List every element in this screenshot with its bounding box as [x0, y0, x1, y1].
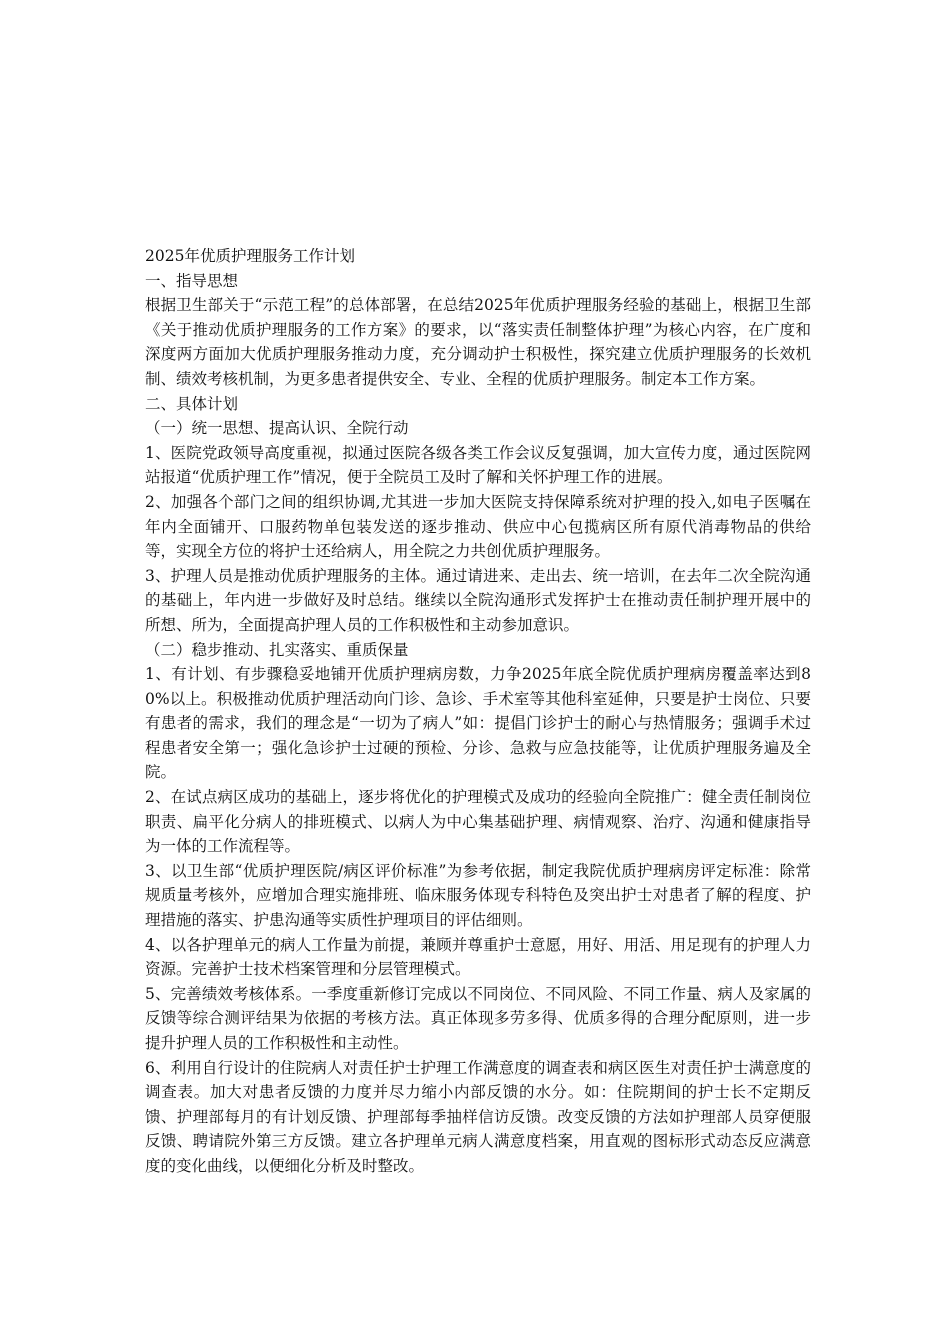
subsection-heading-steady-progress: （二）稳步推动、扎实落实、重质保量 [145, 640, 409, 659]
paragraph-item-2-6: 6、利用自行设计的住院病人对责任护士护理工作满意度的调查表和病区医生对责任护士满意度的调查表。加大对患者反馈的力度并尽力缩小内部反馈的水分。如：住院期间的护士长不定期反馈、护理部每月的有计划反馈、护理部每季抽样信访反馈。改变反馈的方法如护理部人员穿便服反馈、聘请院外第三方反馈。建立各护理单元病人满意度档案，用直观的图标形式动态反应满意度的变化曲线，以便细化分析及时整改。 [145, 1058, 811, 1175]
document-body [145, 244, 811, 1179]
paragraph-item-1-2: 2、加强各个部门之间的组织协调,尤其进一步加大医院支持保障系统对护理的投入,如电子医嘱在年内全面铺开、口服药物单包装发送的逐步推动、供应中心包揽病区所有原代消毒物品的供给等，实现全方位的将护士还给病人，用全院之力共创优质护理服务。 [145, 492, 811, 561]
paragraph-item-2-1: 1、有计划、有步骤稳妥地铺开优质护理病房数，力争2025年底全院优质护理病房覆盖率达到80%以上。积极推动优质护理活动向门诊、急诊、手术室等其他科室延伸，只要是护士岗位、只要有患者的需求，我们的理念是“一切为了病人”如：提倡门诊护士的耐心与热情服务；强调手术过程患者安全第一；强化急诊护士过硬的预检、分诊、急救与应急技能等，让优质护理服务遍及全院。 [145, 665, 811, 782]
paragraph-item-2-3: 3、以卫生部“优质护理医院/病区评价标准”为参考依据，制定我院优质护理病房评定标准：除常规质量考核外，应增加合理实施排班、临床服务体现专科特色及突出护士对患者了解的程度、护理措施的落实、护患沟通等实质性护理项目的评估细则。 [145, 861, 811, 930]
paragraph-item-1-1: 1、医院党政领导高度重视，拟通过医院各级各类工作会议反复强调，加大宣传力度，通过医院网站报道“优质护理工作”情况，便于全院员工及时了解和关怀护理工作的进展。 [145, 443, 811, 487]
section-heading-guiding-ideology: 一、指导思想 [145, 271, 239, 290]
paragraph-item-1-3: 3、护理人员是推动优质护理服务的主体。通过请进来、走出去、统一培训，在去年二次全院沟通的基础上，年内进一步做好及时总结。继续以全院沟通形式发挥护士在推动责任制护理开展中的所想、所为，全面提高护理人员的工作积极性和主动参加意识。 [145, 566, 811, 634]
paragraph-item-2-5: 5、完善绩效考核体系。一季度重新修订完成以不同岗位、不同风险、不同工作量、病人及家属的反馈等综合测评结果为依据的考核方法。真正体现多劳多得、优质多得的合理分配原则，进一步提升护理人员的工作积极性和主动性。 [145, 984, 811, 1052]
paragraph-item-2-2: 2、在试点病区成功的基础上，逐步将优化的护理模式及成功的经验向全院推广：健全责任制岗位职责、扁平化分病人的排班模式、以病人为中心集基础护理、病情观察、治疗、沟通和健康指导为一体的工作流程等。 [145, 788, 811, 856]
section-heading-specific-plan: 二、具体计划 [145, 394, 239, 413]
paragraph-item-2-4: 4、以各护理单元的病人工作量为前提，兼顾并尊重护士意愿，用好、用活、用足现有的护理人力资源。完善护士技术档案管理和分层管理模式。 [145, 935, 811, 979]
paragraph-guiding-ideology: 根据卫生部关于“示范工程”的总体部署，在总结2025年优质护理服务经验的基础上，根据卫生部《关于推动优质护理服务的工作方案》的要求，以“落实责任制整体护理”为核心内容，在广度和深度两方面加大优质护理服务推动力度，充分调动护士积极性，探究建立优质护理服务的长效机制、绩效考核机制，为更多患者提供安全、专业、全程的优质护理服务。制定本工作方案。 [145, 296, 811, 388]
document-title: 2025年优质护理服务工作计划 [145, 247, 355, 265]
subsection-heading-unify-thinking: （一）统一思想、提高认识、全院行动 [145, 419, 409, 438]
